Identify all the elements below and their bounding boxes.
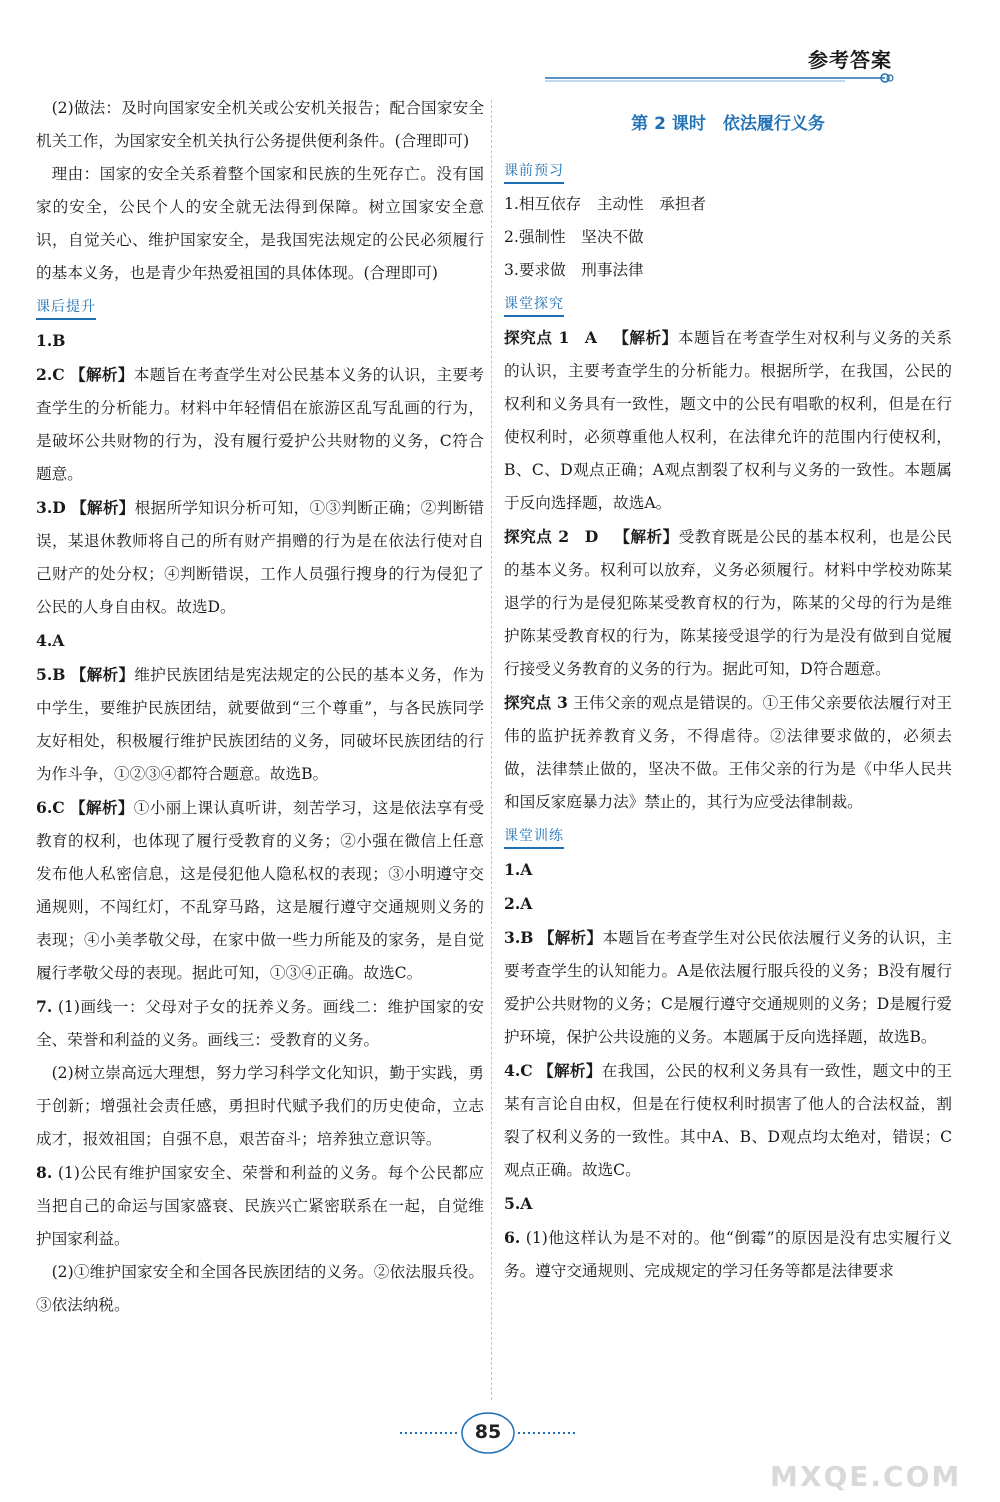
practice-item: [504, 921, 952, 1054]
item-text: (1)公民有维护国家安全、荣誉和利益的义务。每个公民都应当把自己的命运与国家盛衰、民族兴亡紧密联系在一起，自觉维护国家利益。: [36, 1164, 484, 1248]
item-analysis-label: 【解析】: [71, 498, 135, 517]
left-answer-item: [36, 791, 484, 990]
preview-line: 2.强制性 坚决不做: [504, 228, 644, 246]
item-text: (2)①维护国家安全和全国各民族团结的义务。②依法服兵役。③依法纳税。: [36, 1263, 484, 1314]
item-analysis-label: 【解析】: [613, 527, 679, 546]
item-text: 本题旨在考查学生对公民依法履行义务的认识，主要考查学生的认知能力。A是依法履行服兵役的义务；B没有履行爱护公共财物的义务；C是履行遵守交通规则的义务；D是履行爱护环境，保护公共设施的义务。本题属于反向选择题，故选B。: [504, 929, 952, 1046]
left-answer-item: [36, 1057, 484, 1156]
left-answer-list: [36, 324, 484, 1322]
item-answer: D: [569, 527, 614, 546]
item-number: 探究点 2: [504, 527, 570, 546]
item-text: 在我国，公民的权利义务具有一致性，题文中的王某有言论自由权，但是在行使权利时损害了他人的合法权益，割裂了权利义务的一致性。其中A、B、D观点均太绝对，错误；C观点正确。故选C。: [504, 1062, 952, 1179]
section-head-preview: 课前预习: [504, 160, 564, 184]
item-text: 根据所学知识分析可知，①③判断正确；②判断错误，某退休教师将自己的所有财产捐赠的行为是在依法行使对自己财产的处分权；④判断错误，工作人员强行搜身的行为侵犯了公民的人身自由权。故选D。: [36, 499, 484, 616]
left-top-line-1: (2)做法：及时向国家安全机关或公安机关报告；配合国家安全机关工作，为国家安全机关执行公务提供便利条件。(合理即可): [36, 99, 484, 150]
item-number: 6.C: [36, 798, 65, 817]
left-answer-item: [36, 624, 484, 658]
item-text: (2)树立崇高远大理想，努力学习科学文化知识，勤于实践，勇于创新；增强社会责任感，勇担时代赋予我们的历史使命，立志成才，报效祖国；自强不息，艰苦奋斗；培养独立意识等。: [36, 1064, 484, 1148]
item-number: 4.C: [504, 1061, 533, 1080]
item-analysis-label: 【解析】: [538, 928, 603, 947]
practice-list: [504, 853, 952, 1288]
left-answer-item: [36, 1156, 484, 1256]
item-text: 受教育既是公民的基本权利，也是公民的基本义务。权利可以放弃，义务必须履行。材料中学校劝陈某退学的行为是侵犯陈某受教育权的行为，陈某的父母的行为是维护陈某受教育权的行为，陈某接受退学的行为是没有做到自觉履行接受义务教育的义务的行为。据此可知，D符合题意。: [504, 528, 952, 678]
item-number: 7.: [36, 997, 53, 1016]
right-column: [504, 108, 952, 1288]
item-text: 本题旨在考查学生对权利与义务的关系的认识，主要考查学生的分析能力。根据所学，在我国，公民的权利和义务具有一致性，题文中的公民有唱歌的权利，但是在行使权利时，必须尊重他人权利，在法律允许的范围内行使权利，B、C、D观点正确；A观点割裂了权利与义务的一致性。本题属于反向选择题，故选A。: [504, 329, 952, 512]
section-head-after-class: 课后提升: [36, 296, 96, 320]
preview-line: 1.相互依存 主动性 承担者: [504, 195, 707, 213]
item-number: 1.A: [504, 860, 533, 879]
left-top-line-2: 理由：国家的安全关系着整个国家和民族的生死存亡。没有国家的安全，公民个人的安全就无法得到保障。树立国家安全意识，自觉关心、维护国家安全，是我国宪法规定的公民必须履行的基本义务，也是青少年热爱祖国的具体体现。(合理即可): [36, 165, 484, 282]
item-number: 3.B: [504, 928, 534, 947]
left-answer-item: [36, 491, 484, 624]
left-answer-item: [36, 990, 484, 1057]
left-answer-item: [36, 324, 484, 358]
section-head-practice: 课堂训练: [504, 825, 564, 849]
practice-item: [504, 1054, 952, 1187]
item-analysis-label: 【解析】: [612, 328, 678, 347]
item-text: (1)画线一：父母对子女的抚养义务。画线二：维护国家的安全、荣誉和利益的义务。画线三：受教育的义务。: [36, 998, 484, 1049]
item-number: 探究点 1: [504, 328, 570, 347]
item-number: 6.: [504, 1228, 521, 1247]
explore-item: [504, 686, 952, 819]
header-decoration: [545, 72, 895, 84]
practice-item: [504, 1221, 952, 1288]
left-answer-item: [36, 358, 484, 491]
item-number: 2.C: [36, 365, 65, 384]
item-number: 2.A: [504, 894, 533, 913]
item-text: 本题旨在考查学生对公民基本义务的认识，主要考查学生的分析能力。材料中年轻情侣在旅游区乱写乱画的行为，是破坏公共财物的行为，没有履行爱护公共财物的义务，C符合题意。: [36, 366, 484, 483]
lesson-title: 第 2 课时 依法履行义务: [631, 114, 825, 134]
item-text: 王伟父亲的观点是错误的。①王伟父亲要依法履行对王伟的监护抚养教育义务，不得虐待。②法律要求做的，必须去做，法律禁止做的，坚决不做。王伟父亲的行为是《中华人民共和国反家庭暴力法》禁止的，其行为应受法律制裁。: [504, 694, 952, 811]
page-number: 85: [474, 1421, 502, 1443]
header-title: 参考答案: [808, 48, 892, 72]
item-answer: A: [569, 328, 613, 347]
item-number: 5.B: [36, 665, 66, 684]
practice-item: [504, 853, 952, 887]
practice-item: [504, 887, 952, 921]
item-analysis-label: 【解析】: [538, 1061, 602, 1080]
item-text: ①小丽上课认真听讲，刻苦学习，这是依法享有受教育的权利，也体现了履行受教育的义务；②小强在微信上任意发布他人私密信息，这是侵犯他人隐私权的表现；③小明遵守交通规则，不闯红灯，不乱穿马路，这是履行遵守交通规则义务的表现；④小美孝敬父母，在家中做一些力所能及的家务，是自觉履行孝敬父母的表现。据此可知，①③④正确。故选C。: [36, 799, 484, 982]
section-head-explore: 课堂探究: [504, 293, 564, 317]
left-answer-item: [36, 658, 484, 791]
item-number: 探究点 3: [504, 693, 568, 712]
practice-item: [504, 1187, 952, 1221]
item-analysis-label: 【解析】: [70, 365, 134, 384]
column-divider: [491, 100, 492, 1400]
item-number: 1.B: [36, 331, 66, 350]
left-answer-item: [36, 1256, 484, 1322]
explore-item: [504, 520, 952, 686]
item-number: 3.D: [36, 498, 66, 517]
item-text: 维护民族团结是宪法规定的公民的基本义务，作为中学生，要维护民族团结，就要做到“三个尊重”，与各民族同学友好相处，积极履行维护民族团结的义务，同破坏民族团结的行为作斗争，①②③④都符合题意。故选B。: [36, 666, 484, 783]
item-number: 5.A: [504, 1194, 533, 1213]
item-analysis-label: 【解析】: [70, 798, 134, 817]
item-number: 4.A: [36, 631, 65, 650]
item-text: (1)他这样认为是不对的。他“倒霉”的原因是没有忠实履行义务。遵守交通规则、完成规定的学习任务等都是法律要求: [504, 1229, 952, 1280]
explore-list: [504, 321, 952, 819]
left-column: [36, 92, 484, 1322]
item-analysis-label: 【解析】: [70, 665, 135, 684]
preview-line: 3.要求做 刑事法律: [504, 261, 644, 279]
item-number: 8.: [36, 1163, 53, 1182]
explore-item: [504, 321, 952, 520]
watermark-logo: MXQE.COM: [770, 1460, 962, 1493]
